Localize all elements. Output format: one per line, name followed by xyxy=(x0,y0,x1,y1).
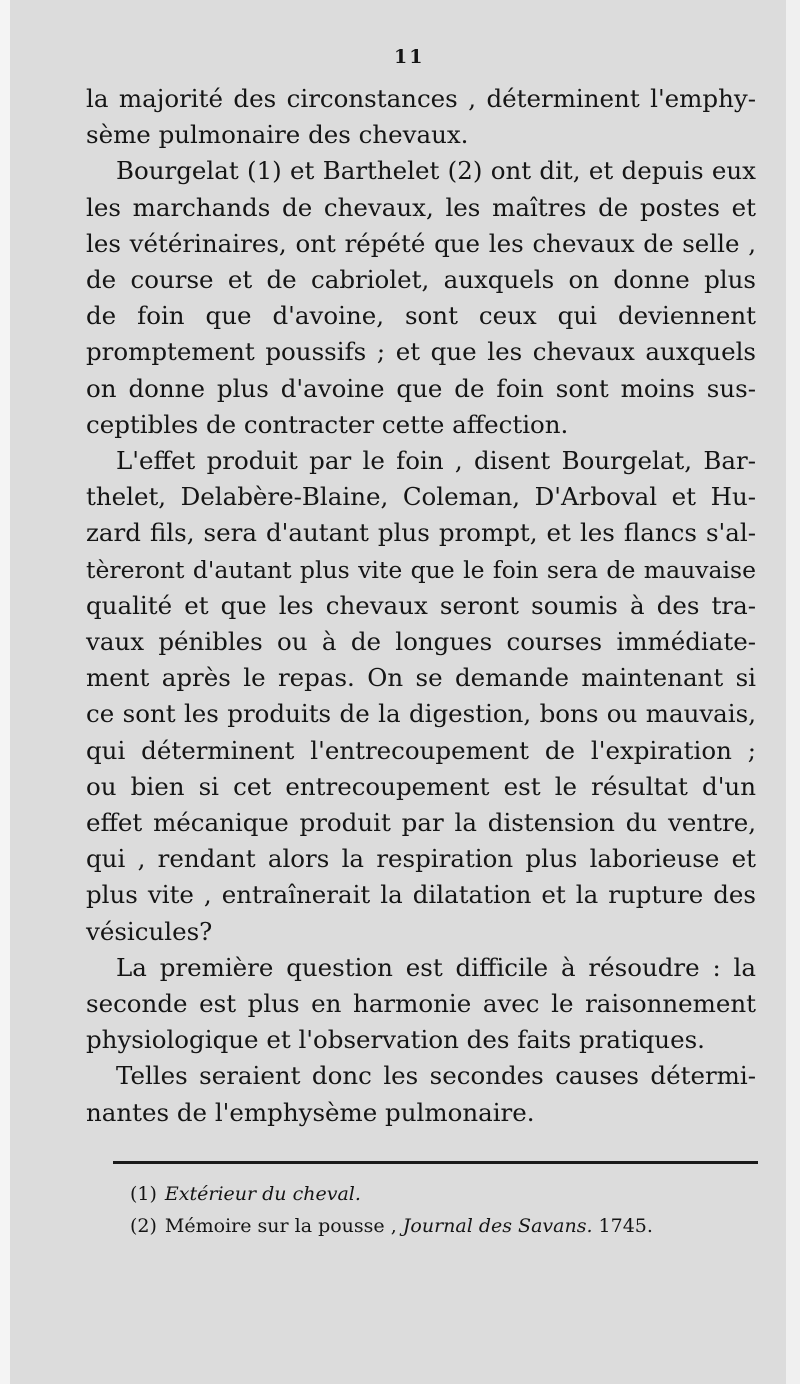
text-line: tèreront d'autant plus vite que le foin sera de mauvaise xyxy=(86,555,756,584)
text-line: Telles seraient donc les secondes causes détermi- xyxy=(116,1061,756,1091)
footnote-1 xyxy=(130,1182,361,1206)
page-number: 11 xyxy=(394,46,425,68)
text-line: les marchands de chevaux, les maîtres de postes et xyxy=(86,192,756,222)
text-line: vésicules? xyxy=(86,916,213,946)
text-line: on donne plus d'avoine que de foin sont moins sus- xyxy=(86,373,756,403)
footnote-year: 1745. xyxy=(598,1215,653,1237)
text-line: les vétérinaires, ont répété que les chevaux de selle , xyxy=(86,228,756,258)
text-line: qui déterminent l'entrecoupement de l'expiration ; xyxy=(86,735,756,765)
text-line: seconde est plus en harmonie avec le raisonnement xyxy=(86,989,756,1018)
text-line: effet mécanique produit par la distension du ventre, xyxy=(86,808,756,837)
text-line: de course et de cabriolet, auxquels on donne plus xyxy=(86,265,756,294)
text-line: physiologique et l'observation des faits pratiques. xyxy=(86,1025,705,1055)
footnote-text: Mémoire sur la pousse , xyxy=(164,1215,397,1237)
footnote-journal: Journal des Savans. xyxy=(402,1215,593,1237)
text-line: ment après le repas. On se demande maintenant si xyxy=(86,663,756,693)
text-line: ceptibles de contracter cette affection. xyxy=(86,409,569,439)
text-line: qui , rendant alors la respiration plus laborieuse et xyxy=(86,844,756,874)
text-line: zard fils, sera d'autant plus prompt, et les flancs s'al- xyxy=(86,518,756,548)
text-line: Bourgelat (1) et Barthelet (2) ont dit, et depuis eux xyxy=(116,156,756,186)
text-line: L'effet produit par le foin , disent Bourgelat, Bar- xyxy=(116,446,756,475)
page-edge-left xyxy=(0,0,10,1384)
footnote-separator-rule xyxy=(113,1161,758,1164)
text-line: qualité et que les chevaux seront soumis à des tra- xyxy=(86,590,756,620)
footnote-2 xyxy=(130,1214,653,1238)
text-line: ou bien si cet entrecoupement est le résultat d'un xyxy=(86,771,756,801)
text-line: plus vite , entraînerait la dilatation et la rupture des xyxy=(86,880,756,910)
text-line: la majorité des circonstances , déterminent l'emphy- xyxy=(86,84,756,113)
text-line: La première question est difficile à résoudre : la xyxy=(116,952,756,982)
text-line: nantes de l'emphysème pulmonaire. xyxy=(86,1097,535,1127)
text-line: promptement poussifs ; et que les chevaux auxquels xyxy=(86,337,756,367)
text-line: vaux pénibles ou à de longues courses immédiate- xyxy=(86,627,756,656)
text-line: de foin que d'avoine, sont ceux qui deviennent xyxy=(86,301,756,331)
footnote-number: (2) xyxy=(130,1215,157,1237)
text-line: sème pulmonaire des chevaux. xyxy=(86,120,469,150)
page-edge-right xyxy=(786,0,800,1384)
footnote-number: (1) xyxy=(130,1183,157,1205)
text-line: thelet, Delabère-Blaine, Coleman, D'Arboval et Hu- xyxy=(86,482,756,512)
footnote-text: Extérieur du cheval. xyxy=(164,1183,361,1205)
text-line: ce sont les produits de la digestion, bons ou mauvais, xyxy=(86,699,756,729)
